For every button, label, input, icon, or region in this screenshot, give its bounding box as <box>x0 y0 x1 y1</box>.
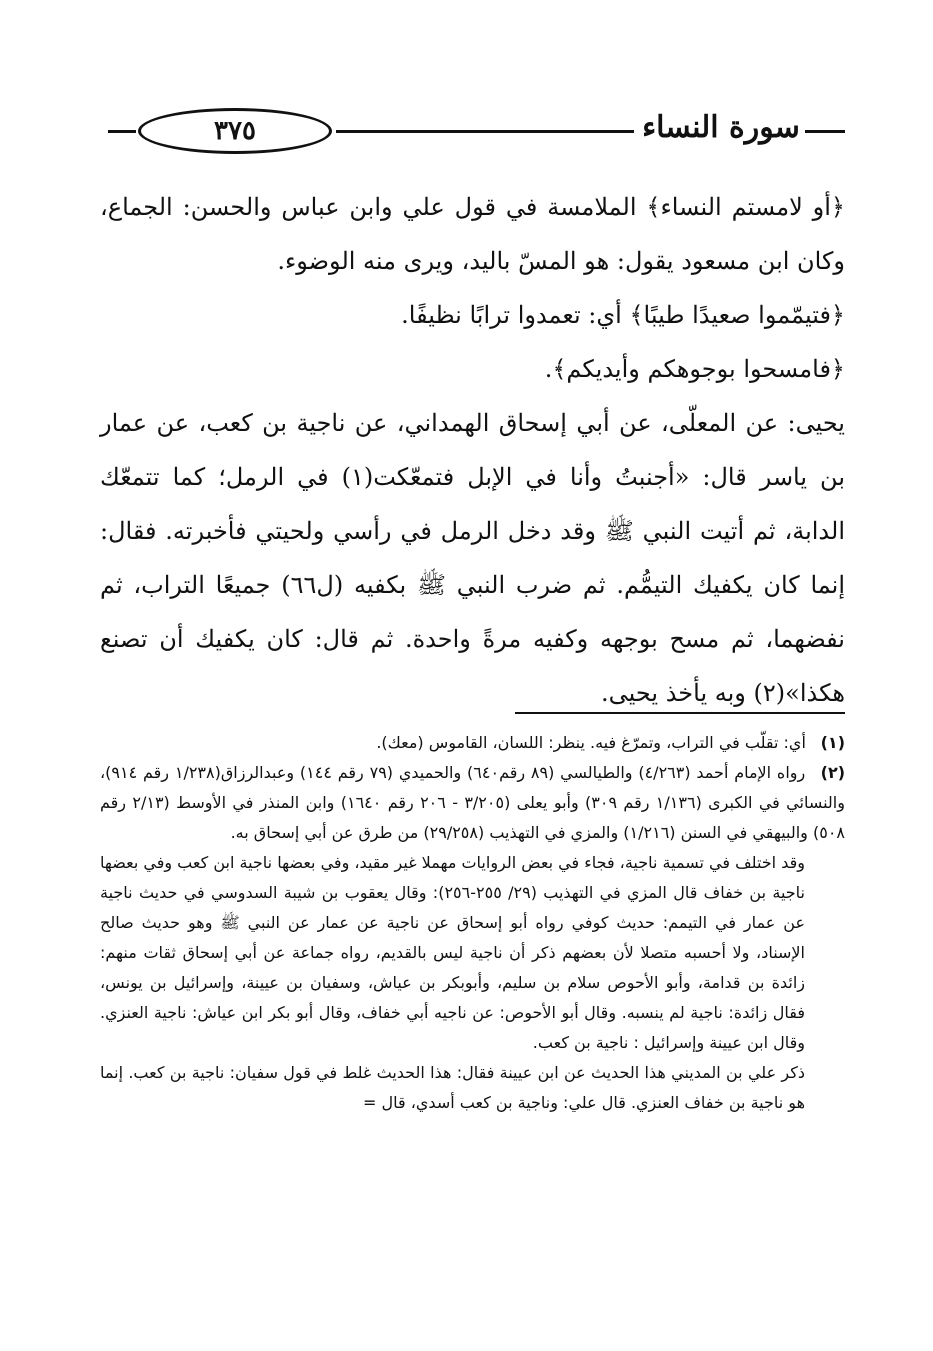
footnote-2-continuation: وقد اختلف في تسمية ناجية، فجاء في بعض الروايات مهملا غير مقيد، وفي بعضها ناجية ابن كعب وفي بعضها ناجية بن خفاف قال المزي في التهذيب (٢٩/ ٢٥٥-٢٥٦): وقال يعقوب بن شيبة السدوسي في حديث ناجية عن عمار في التيمم: حديث كوفي رواه أبو إسحاق عن ناجية عن عمار عن النبي ﷺ وهو حديث صالح الإسناد، ولا أحسبه متصلا لأن بعضهم ذكر أن ناجية ليس بالقديم، رواه جماعة عن أبي إسحاق ثقات منهم: زائدة بن قدامة، وأبو الأحوص سلام بن سليم، وأبوبكر بن عياش، وسفيان بن عيينة، وإسرائيل بن يونس، فقال زائدة: ناجية لم ينسبه. وقال أبو الأحوص: عن ناجيه أبي خفاف، وقال أبو بكر ابن عياش: ناجية العنزي. وقال ابن عيينة وإسرائيل : ناجية بن كعب. <box>100 853 805 1052</box>
footnotes <box>100 728 845 1118</box>
footnote-2-continuation-2: ذكر علي بن المديني هذا الحديث عن ابن عيينة فقال: هذا الحديث غلط في قول سفيان: ناجية بن كعب. إنما هو ناجية بن خفاف العنزي. قال علي: وناجية بن كعب أسدي، قال = <box>100 1063 805 1112</box>
paragraph-verse-lamastum: ﴿أو لامستم النساء﴾ الملامسة في قول علي وابن عباس والحسن: الجماع، وكان ابن مسعود يقول: هو المسّ باليد، ويرى منه الوضوء. <box>100 193 845 275</box>
paragraph-verse-tayammamu: ﴿فتيمّموا صعيدًا طيبًا﴾ أي: تعمدوا ترابًا نظيفًا. <box>401 301 845 329</box>
page-header <box>100 100 845 160</box>
header-rule-left <box>108 130 136 133</box>
footnote-divider <box>515 712 845 714</box>
footnote-1 <box>100 728 845 758</box>
main-text <box>100 180 845 720</box>
header-rule-right <box>805 130 845 133</box>
paragraph-verse-famsahu: ﴿فامسحوا بوجوهكم وأيديكم﴾. <box>544 355 845 383</box>
footnote-1-text: أي: تقلّب في التراب، وتمرّغ فيه. ينظر: اللسان، القاموس (معك). <box>376 733 806 752</box>
page-number: ٣٧٥ <box>138 108 332 154</box>
surah-title: سورة النساء <box>642 110 800 145</box>
footnote-2-number: (٢) <box>820 763 846 782</box>
footnote-2 <box>100 758 845 848</box>
footnote-2-text: رواه الإمام أحمد (٤/٢٦٣) والطيالسي (٨٩ رقم٦٤٠) والحميدي (٧٩ رقم ١٤٤) وعبدالرزاق(١/٢٣٨ رقم ٩١٤)، والنسائي في الكبرى (١/١٣٦ رقم ٣٠٩) وأبو يعلى (٣/٢٠٥ - ٢٠٦ رقم ١٦٤٠) وابن المنذر في الأوسط (٢/١٣ رقم ٥٠٨) والبيهقي في السنن (١/٢١٦) والمزي في التهذيب (٢٩/٢٥٨) من طرق عن أبي إسحاق به. <box>100 763 845 842</box>
footnote-1-number: (١) <box>820 733 845 752</box>
paragraph-hadith-ammar: يحيى: عن المعلّى، عن أبي إسحاق الهمداني، عن ناجية بن كعب، عن عمار بن ياسر قال: «أجنبتُ وأنا في الإبل فتمعّكت(١) في الرمل؛ كما تتمعّك الدابة، ثم أتيت النبي ﷺ وقد دخل الرمل في رأسي ولحيتي فأخبرته. فقال: إنما كان يكفيك التيمُّم. ثم ضرب النبي ﷺ بكفيه (ل٦٦) جميعًا التراب، ثم نفضهما، ثم مسح بوجهه وكفيه مرةً واحدة. ثم قال: كان يكفيك أن تصنع هكذا»(٢) وبه يأخذ يحيى. <box>100 409 846 707</box>
header-rule-middle <box>336 130 634 133</box>
